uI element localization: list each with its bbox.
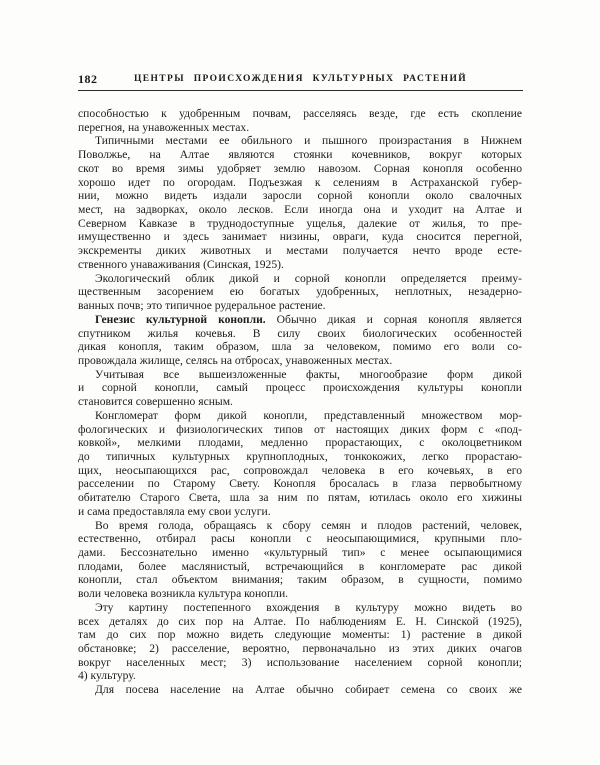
text-line: экскременты диких животных и местами получается нечто вроде есте- <box>78 244 522 258</box>
text-line: Экологический облик дикой и сорной конопли определяется преиму- <box>95 271 522 285</box>
text-line: Генезис культурной конопли. Обычно дикая и сорная конопля является <box>95 312 522 326</box>
text-line: 4) культуру. <box>78 669 136 683</box>
text-line: обитателю Старого Света, шла за ним по пятам, ютилась около его хижины <box>78 491 522 505</box>
text-line: нии, можно видеть издали заросли сорной конопли около свалочных <box>78 189 522 203</box>
text-line: и сорной конопли, самый процесс происхождения культуры конопли <box>78 381 522 395</box>
header-rule <box>78 90 523 91</box>
text-line: конопли, стал объектом внимания; таким образом, в сущности, помимо <box>78 573 522 587</box>
text-line: естественно, отбирал расы конопли с неосыпающимися, крупными пло- <box>78 532 522 546</box>
text-line: расселении по Старому Свету. Конопля бросалась в глаза первобытному <box>78 477 522 491</box>
text-line: плодами, более маслянистый, встречающийся в конгломерате рас дикой <box>78 559 522 573</box>
text-line: Типичными местами ее обильного и пышного произрастания в Нижнем <box>95 134 522 148</box>
text-line: мест, на задворках, около лесков. Если иногда она и уходит на Алтае и <box>78 203 522 217</box>
running-title: ЦЕНТРЫ ПРОИСХОЖДЕНИЯ КУЛЬТУРНЫХ РАСТЕНИЙ <box>133 74 468 84</box>
text-line: провождала жилище, селясь на отбросах, унавоженных местах. <box>78 353 393 367</box>
text-line: фологических и физиологических типов от настоящих диких форм с «под- <box>78 422 522 436</box>
text-line: Поволжье, на Алтае являются стоянки кочевников, вокруг которых <box>78 148 522 162</box>
text-block <box>78 107 522 697</box>
text-line: до типичных культурных крупноплодных, тонкокожих, легко прорастаю- <box>78 449 522 463</box>
text-line: Эту картину постепенного вхождения в культуру можно видеть во <box>95 600 522 614</box>
text-line: скот во время зимы удобряет землю навозом. Сорная конопля особенно <box>78 161 522 175</box>
text-line: обстановке; 2) расселение, вероятно, первоначально из этих диких очагов <box>78 642 522 656</box>
text-line: имущественно и здесь занимает низины, овраги, куда сносится перегной, <box>78 230 522 244</box>
text-line: и сама предоставляла ему свои услуги. <box>78 504 271 518</box>
text-line: ственного унаваживания (Синская, 1925). <box>78 257 284 271</box>
text-line: воли человека возникла культура конопли. <box>78 587 289 601</box>
page-number: 182 <box>78 72 98 86</box>
text-line: там до сих пор можно видеть следующие моменты: 1) растение в дикой <box>78 628 522 642</box>
text-line: Во время голода, обращаясь к сбору семян и плодов растений, человек, <box>95 518 522 532</box>
text-line: Для посева население на Алтае обычно собирает семена со своих же <box>95 683 522 697</box>
text-line: всех деталях до сих пор на Алтае. По наблюдениям Е. Н. Синской (1925), <box>78 614 522 628</box>
text-line: становится совершенно ясным. <box>78 395 233 409</box>
text-line: Конгломерат форм дикой конопли, представленный множеством мор- <box>95 408 522 422</box>
paragraph-lead-bold: Генезис культурной конопли. <box>95 312 266 326</box>
text-line: дикая конопля, таким образом, шла за человеком, помимо его воли со- <box>78 340 522 354</box>
text-line: вокруг населенных мест; 3) использование населением сорной конопли; <box>78 655 522 669</box>
text-line: Учитывая все вышеизложенные факты, многообразие форм дикой <box>95 367 522 381</box>
text-line: Северном Кавказе в труднодоступные ущелья, далекие от жилья, то пре- <box>78 216 522 230</box>
text-line: способностью к удобренным почвам, расселяясь везде, где есть скопление <box>78 107 522 120</box>
text-line: перегноя, на унавоженных местах. <box>78 120 250 134</box>
text-line: щих, неосыпающихся рас, сопровождал человека в его кочевьях, в его <box>78 463 522 477</box>
page-header <box>78 72 523 88</box>
text-line: дами. Бессознательно именно «культурный тип» с менее осыпающимися <box>78 546 522 559</box>
text-line: ванных почв; это типичное рудеральное растение. <box>78 299 326 313</box>
text-line: спутником жилья кочевья. В силу своих биологических особенностей <box>78 326 522 340</box>
text-line: хорошо идет по огородам. Подъезжая к селениям в Астраханской губер- <box>78 175 522 189</box>
text-line: ковкой», мелкими плодами, медленно прорастающих, с околоцветником <box>78 436 522 450</box>
text-line: щественным засорением ею богатых удобренных, неплотных, незадерно- <box>78 285 522 299</box>
